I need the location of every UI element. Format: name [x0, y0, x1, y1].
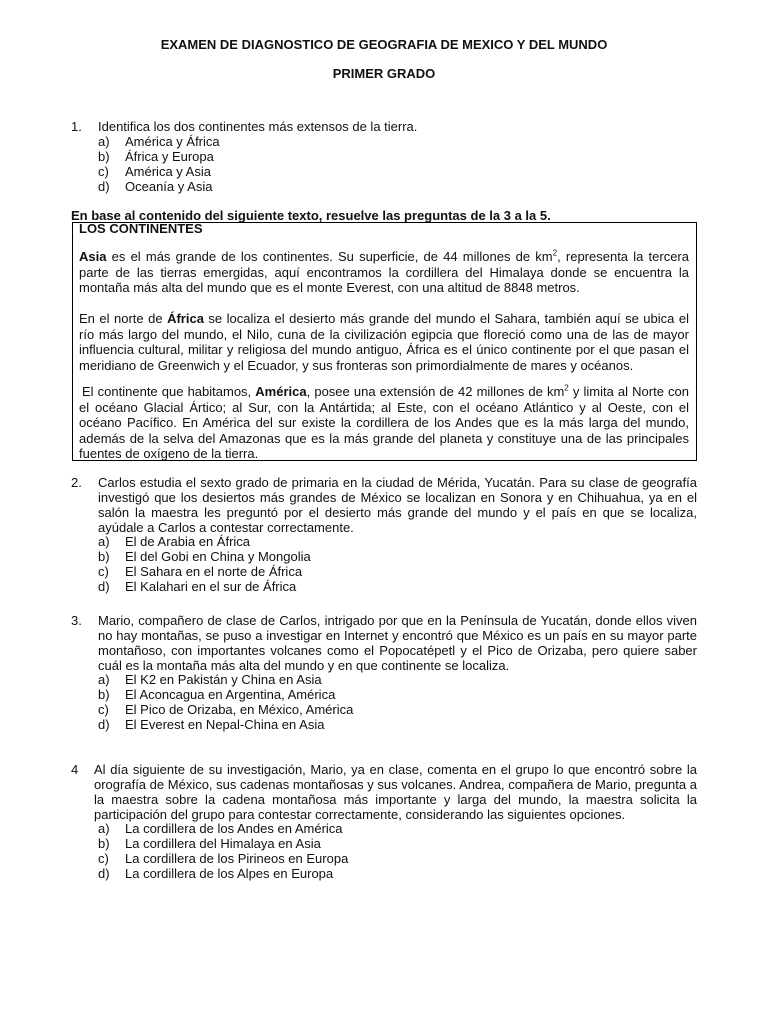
keyword-asia: Asia	[79, 249, 107, 264]
option-letter: b)	[98, 149, 110, 164]
question-4-text: Al día siguiente de su investigación, Mario, ya en clase, comenta en el grupo lo que encontró sobre la orografía de México, sus cadenas montañosas y sus volcanes. Andrea, compañera de Mario, pregunta a la maestra sobre la cadena montañosa más importante y larga del mundo, la maestra solicita la participación del grupo para contestar correctamente, considerando las siguientes opciones.	[94, 762, 697, 822]
reading-paragraph-america	[79, 384, 689, 462]
option-text: América y África	[125, 134, 220, 149]
option-text: El Aconcagua en Argentina, América	[125, 687, 336, 702]
option-text: Oceanía y Asia	[125, 179, 213, 194]
option-text: La cordillera de los Andes en América	[125, 821, 343, 836]
option-letter: d)	[98, 717, 110, 732]
paragraph-text: En el norte de	[79, 311, 168, 326]
option-text: El del Gobi en China y Mongolia	[125, 549, 311, 564]
option-text: La cordillera de los Alpes en Europa	[125, 866, 334, 881]
option-letter: b)	[98, 687, 110, 702]
option-letter: a)	[98, 534, 110, 549]
option-letter: d)	[98, 579, 110, 594]
option-letter: c)	[98, 702, 109, 717]
option-text: El Kalahari en el sur de África	[125, 579, 297, 594]
option-text: América y Asia	[125, 164, 211, 179]
paragraph-text: se localiza el desierto más grande del mundo el Sahara, también aquí se ubica el río más largo del mundo, el Nilo, cuna de la civilización egipcia que floreció como una de las de mayor influencia cultural, militar y religiosa del mundo antiguo, África es el único continente por el que pasan el meridiano de Greenwich y el Ecuador, y sus fronteras son primordialmente de mares y océanos.	[79, 311, 689, 373]
option-letter: b)	[98, 549, 110, 564]
paragraph-text: El continente que habitamos,	[82, 384, 256, 399]
question-1-number: 1.	[71, 119, 82, 134]
option-letter: d)	[98, 179, 110, 194]
option-letter: a)	[98, 821, 110, 836]
keyword-africa: África	[167, 311, 204, 326]
reading-box	[72, 222, 697, 461]
option-text: África y Europa	[125, 149, 214, 164]
option-text: El Sahara en el norte de África	[125, 564, 303, 579]
question-3-text: Mario, compañero de clase de Carlos, intrigado por que en la Península de Yucatán, donde ellos viven no hay montañas, se puso a investigar en Internet y encontró que México es un país en su mayor parte montañoso, con importantes volcanes como el Popocatépetl y el Pico de Orizaba, pero quiere saber cuál es la montaña más alta del mundo y en que continente se localiza.	[98, 613, 697, 673]
question-3-number: 3.	[71, 613, 82, 628]
option-letter: c)	[98, 164, 109, 179]
keyword-america: América	[255, 384, 307, 399]
option-letter: c)	[98, 851, 109, 866]
option-text: El K2 en Pakistán y China en Asia	[125, 672, 322, 687]
exam-subtitle: PRIMER GRADO	[332, 66, 436, 81]
question-2-number: 2.	[71, 475, 82, 490]
option-text: El Pico de Orizaba, en México, América	[125, 702, 354, 717]
option-text: La cordillera del Himalaya en Asia	[125, 836, 321, 851]
option-text: El de Arabia en África	[125, 534, 251, 549]
reading-title: LOS CONTINENTES	[79, 221, 203, 236]
reading-paragraph-asia	[79, 249, 689, 296]
superscript: 2	[552, 248, 558, 258]
question-2-text: Carlos estudia el sexto grado de primaria en la ciudad de Mérida, Yucatán. Para su clase de geografía investigó que los desiertos más grandes de México se localizan en Sonora y en Chihuahua, ya en el salón la maestra les preguntó por el desierto más grande del mundo y el país en que se localiza, ayúdale a Carlos a contestar correctamente.	[98, 475, 697, 535]
option-letter: c)	[98, 564, 109, 579]
paragraph-text: , posee una extensión de 42 millones de km	[306, 384, 565, 399]
option-letter: d)	[98, 866, 110, 881]
option-letter: a)	[98, 672, 110, 687]
option-letter: b)	[98, 836, 110, 851]
exam-title: EXAMEN DE DIAGNOSTICO DE GEOGRAFIA DE MEXICO Y DEL MUNDO	[160, 37, 608, 52]
paragraph-text: , representa la tercera parte de las tierras emergidas, aquí encontramos la cordillera del Himalaya donde se encuentra la montaña más alta del mundo que es el monte Everest, con una altitud de 8848 metros.	[79, 249, 689, 295]
paragraph-text: es el más grande de los continentes. Su superficie, de 44 millones de km	[106, 249, 553, 264]
reading-paragraph-africa	[79, 311, 689, 373]
question-4-number: 4	[71, 762, 79, 777]
superscript: 2	[564, 383, 569, 393]
option-text: El Everest en Nepal-China en Asia	[125, 717, 325, 732]
paragraph-text: y limita al Norte con el océano Glacial Ártico; al Sur, con la Antártida; al Este, con el océano Atlántico y al Oeste, con el océano Pacífico. En América del sur existe la cordillera de los Andes que es la más larga del mundo, además de la selva del Amazonas que es la más grande del planeta y constituye una de las principales fuentes de oxígeno de la tierra.	[79, 384, 690, 461]
option-text: La cordillera de los Pirineos en Europa	[125, 851, 349, 866]
reading-instruction: En base al contenido del siguiente texto, resuelve las preguntas de la 3 a la 5.	[71, 208, 551, 223]
question-1-text: Identifica los dos continentes más extensos de la tierra.	[98, 119, 418, 134]
option-letter: a)	[98, 134, 110, 149]
